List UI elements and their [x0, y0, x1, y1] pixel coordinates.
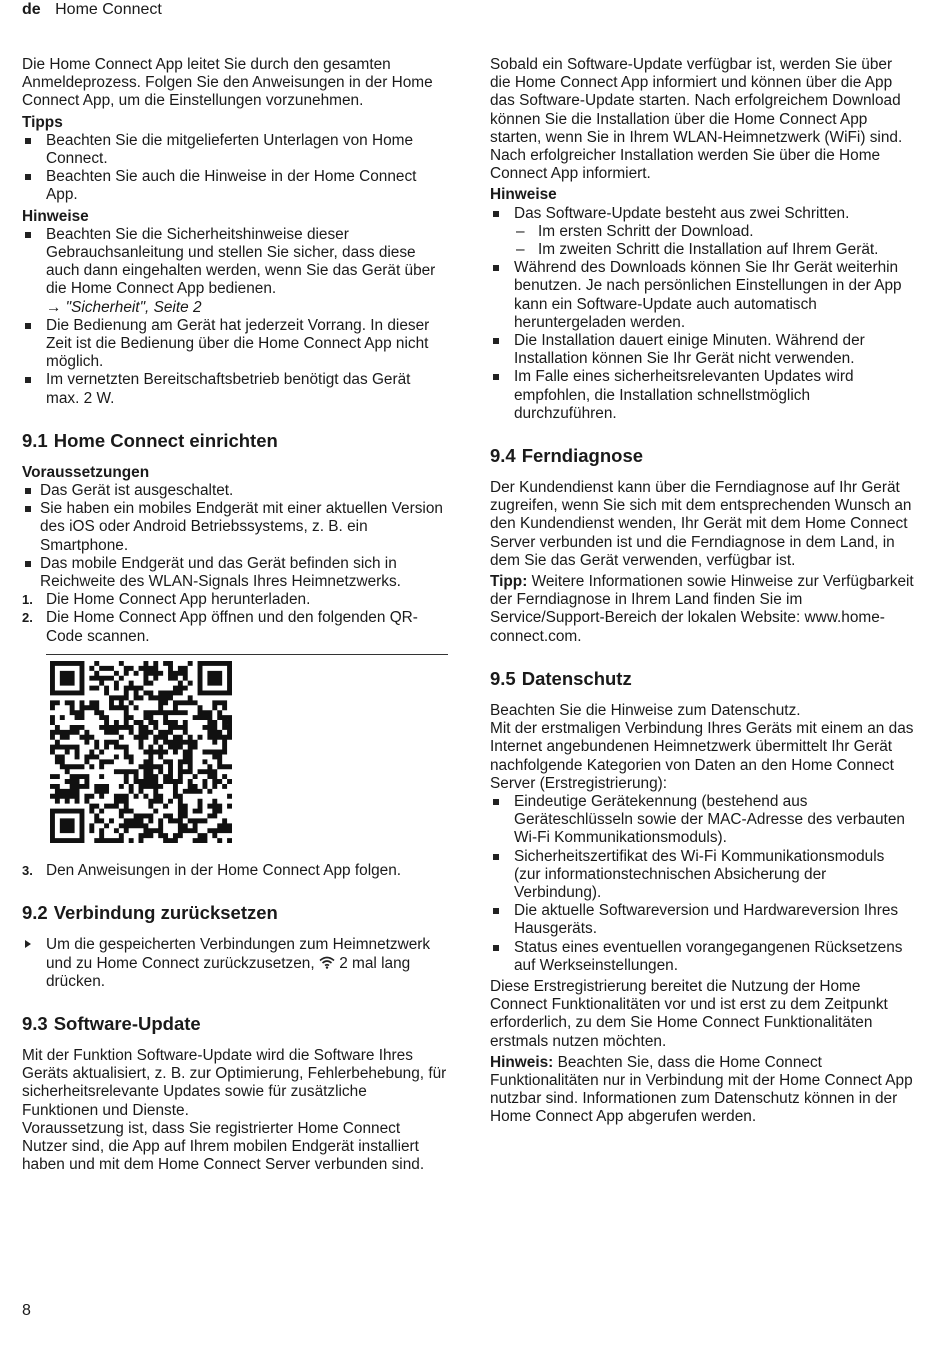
tips-list	[22, 132, 447, 205]
header-title: Home Connect	[55, 1, 162, 18]
action-text: 2 mal lang drücken.	[46, 954, 411, 990]
paragraph: Mit der erstmaligen Verbindung Ihres Geräts mit einem an das Internet angebundenen Heimnetzwerk übermittelt Ihr Gerät nachfolgende Kategorien von Daten an den Home Connect Server (Erstregistrierung):	[490, 720, 914, 792]
section-title: Datenschutz	[521, 667, 632, 689]
list-item: Sicherheitszertifikat des Wi-Fi Kommunikationsmoduls (zur informationstechnischen Absicherung der Verbindung).	[490, 848, 915, 903]
section-number: 9.1	[22, 429, 48, 451]
step-item	[22, 609, 447, 645]
wifi-icon	[319, 956, 335, 969]
step-text: Die Home Connect App öffnen und den folgenden QR-Code scannen.	[46, 609, 418, 645]
hint-paragraph	[490, 1054, 915, 1127]
sub-list	[514, 223, 915, 259]
page-header	[22, 0, 162, 20]
section-title: Ferndiagnose	[521, 445, 644, 467]
step-number: 2.	[22, 610, 33, 626]
tips-heading: Tipps	[22, 113, 63, 131]
action-text: Um die gespeicherten Verbindungen zum Heimnetzwerk und zu Home Connect zurückzusetzen,	[46, 936, 431, 972]
notes-heading: Hinweise	[490, 186, 557, 204]
hint-label: Hinweis:	[490, 1053, 554, 1071]
list-item: Beachten Sie die mitgelieferten Unterlagen von Home Connect.	[22, 132, 447, 168]
paragraph: Mit der Funktion Software-Update wird die Software Ihres Geräts aktualisiert, z. B. zur Optimierung, Fehlerbehebung, für sicherheitsrelevante Updates sowie für zusätzliche Funktionen und Dienste.	[22, 1046, 447, 1119]
action-instruction	[22, 936, 447, 991]
list-item: Während des Downloads können Sie Ihr Gerät weiterhin benutzen. Je nach persönlichen Einstellungen in der App kann ein Software-Update auch automatisch heruntergeladen werden.	[490, 259, 915, 332]
requirements-list	[22, 482, 447, 591]
section-number: 9.4	[490, 445, 516, 467]
list-item: Die Installation dauert einige Minuten. Während der Installation können Sie Ihr Gerät nicht verwenden.	[490, 332, 915, 368]
list-item: Beachten Sie auch die Hinweise in der Home Connect App.	[22, 168, 447, 204]
step-text: Den Anweisungen in der Home Connect App folgen.	[46, 862, 402, 880]
sub-list-item: – Im ersten Schritt der Download.	[514, 223, 915, 241]
notes-list	[22, 226, 447, 408]
section-heading-9-4	[490, 445, 915, 467]
section-title: Verbindung zurücksetzen	[53, 902, 278, 924]
section-number: 9.2	[22, 902, 48, 924]
step-item	[22, 591, 447, 609]
qr-code-box	[46, 654, 448, 856]
section-heading-9-3	[22, 1013, 447, 1035]
step-text: Die Home Connect App herunterladen.	[46, 591, 311, 609]
paragraph: Diese Erstregistrierung bereitet die Nutzung der Home Connect Funktionalitäten vor und ist erst zu dem Zeitpunkt erforderlich, zu dem Sie Home Connect Funktionalitäten erstmals nutzen möchten.	[490, 977, 888, 1050]
intro-paragraph: Die Home Connect App leitet Sie durch den gesamten Anmeldeprozess. Folgen Sie den Anweisungen in der Home Connect App, um die Einstellungen vorzunehmen.	[22, 56, 433, 110]
note-text: Beachten Sie die Sicherheitshinweise dieser Gebrauchsanleitung und stellen Sie sicher, dass diese auch dann eingehalten werden, wenn Sie das Gerät über die Home Connect App bedienen.	[46, 225, 436, 298]
tip-text: Weitere Informationen sowie Hinweise zur Verfügbarkeit der Ferndiagnose in Ihrem Land finden Sie im Service/Support-Bereich der lokalen Website: www.home-connect.com.	[490, 573, 914, 645]
section-title: Software-Update	[53, 1012, 201, 1034]
section-heading-9-2	[22, 902, 447, 924]
hint-text: Beachten Sie, dass die Home Connect Funktionalitäten nur in Verbindung mit der Home Connect App nutzbar sind. Informationen zum Datenschutz können in der Home Connect App abgerufen werden.	[490, 1053, 913, 1126]
step-item	[22, 862, 447, 880]
list-item: Status eines eventuellen vorangegangenen Rücksetzens auf Werkseinstellungen.	[490, 939, 915, 975]
notes-heading: Hinweise	[22, 207, 89, 225]
qr-code-icon	[50, 661, 232, 843]
tip-paragraph	[490, 573, 915, 646]
steps-list	[22, 591, 447, 646]
section-heading-9-5	[490, 668, 915, 690]
step-number: 1.	[22, 592, 33, 608]
list-item	[490, 205, 915, 260]
section-title: Home Connect einrichten	[53, 429, 278, 451]
section-heading-9-1	[22, 430, 447, 452]
data-categories-list	[490, 793, 915, 975]
notes-list	[490, 205, 915, 423]
sub-list-item: – Im zweiten Schritt die Installation auf Ihrem Gerät.	[514, 241, 915, 259]
right-column	[490, 56, 915, 1127]
left-column	[22, 56, 447, 1174]
paragraph: Voraussetzung ist, dass Sie registrierter Home Connect Nutzer sind, die App auf Ihrem mobilen Endgerät installiert haben und mit dem Home Connect Server verbunden sind.	[22, 1119, 425, 1174]
tip-label: Tipp:	[490, 573, 528, 591]
cross-reference-link[interactable]: → "Sicherheit", Seite 2	[46, 298, 202, 316]
requirements-heading: Voraussetzungen	[22, 463, 150, 481]
page-number: 8	[22, 1302, 31, 1319]
list-item: Im Falle eines sicherheitsrelevanten Updates wird empfohlen, die Installation schnellstmöglich durchzuführen.	[490, 368, 915, 423]
steps-list-continued	[22, 862, 447, 880]
list-item: Eindeutige Gerätekennung (bestehend aus Geräteschlüsseln sowie der MAC-Adresse des verbauten Wi-Fi Kommunikationsmoduls).	[490, 793, 915, 848]
list-item	[22, 226, 447, 317]
list-item: Das mobile Endgerät und das Gerät befinden sich in Reichweite des WLAN-Signals Ihres Heimnetzwerks.	[22, 555, 447, 591]
paragraph: Sobald ein Software-Update verfügbar ist, werden Sie über die Home Connect App informiert und können über die App das Software-Update starten. Nach erfolgreichem Download können Sie die Installation über die Home Connect App starten, wenn Sie in Ihrem WLAN-Heimnetzwerk (WiFi) sind. Nach erfolgreicher Installation werden Sie über die Home Connect App informiert.	[490, 56, 903, 183]
list-item: Die aktuelle Softwareversion und Hardwareversion Ihres Hausgeräts.	[490, 902, 915, 938]
list-item: Das Gerät ist ausgeschaltet.	[22, 482, 447, 500]
language-code: de	[22, 1, 41, 18]
section-number: 9.5	[490, 667, 516, 689]
paragraph: Der Kundendienst kann über die Ferndiagnose auf Ihr Gerät zugreifen, wenn Sie sich mit dem entsprechenden Wunsch an den Kundendienst wenden, Ihr Gerät mit dem Home Connect Server verbunden ist und die Ferndiagnose in dem Land, in dem Sie das Gerät verwenden, verfügbar ist.	[490, 479, 912, 569]
section-number: 9.3	[22, 1012, 48, 1034]
paragraph: Beachten Sie die Hinweise zum Datenschutz.	[490, 701, 801, 719]
note-text: Das Software-Update besteht aus zwei Schritten.	[514, 204, 850, 222]
list-item: Sie haben ein mobiles Endgerät mit einer aktuellen Version des iOS oder Android Betriebssystems, z. B. ein Smartphone.	[22, 500, 447, 555]
list-item: Im vernetzten Bereitschaftsbetrieb benötigt das Gerät max. 2 W.	[22, 371, 447, 407]
list-item: Die Bedienung am Gerät hat jederzeit Vorrang. In dieser Zeit ist die Bedienung über die Home Connect App nicht möglich.	[22, 317, 447, 372]
step-number: 3.	[22, 863, 33, 879]
